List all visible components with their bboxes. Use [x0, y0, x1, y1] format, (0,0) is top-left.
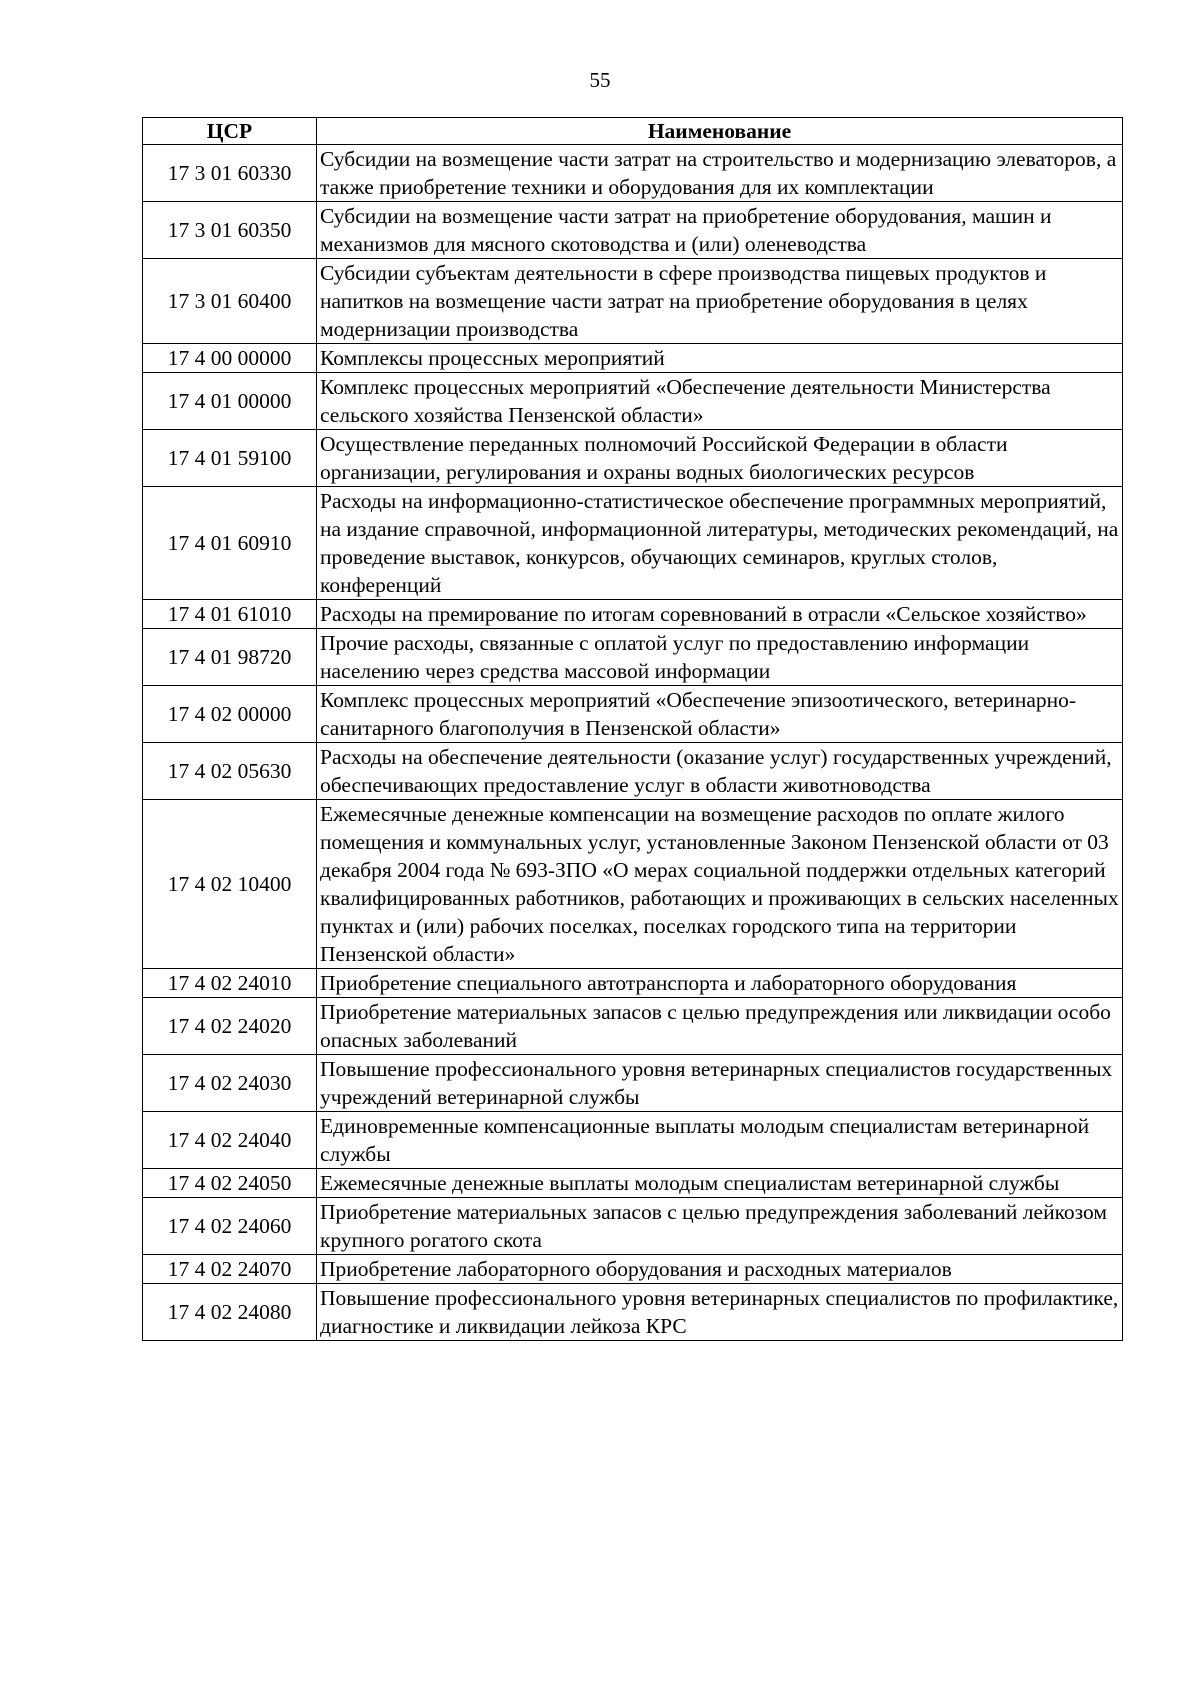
table-row	[143, 1198, 1123, 1255]
code-cell: 17 4 02 05630	[143, 743, 317, 800]
budget-classification-table	[142, 117, 1123, 1341]
name-cell: Приобретение лабораторного оборудования и расходных материалов	[317, 1255, 1123, 1284]
table-row	[143, 430, 1123, 487]
code-cell: 17 4 02 24020	[143, 998, 317, 1055]
name-cell: Расходы на обеспечение деятельности (оказание услуг) государственных учреждений, обеспечивающих предоставление услуг в области животноводства	[317, 743, 1123, 800]
name-cell: Комплекс процессных мероприятий «Обеспечение эпизоотического, ветеринарно-санитарного благополучия в Пензенской области»	[317, 686, 1123, 743]
name-cell: Расходы на премирование по итогам соревнований в отрасли «Сельское хозяйство»	[317, 600, 1123, 629]
name-cell: Прочие расходы, связанные с оплатой услуг по предоставлению информации населению через средства массовой информации	[317, 629, 1123, 686]
code-cell: 17 3 01 60330	[143, 145, 317, 202]
table-row	[143, 344, 1123, 373]
code-cell: 17 4 02 24030	[143, 1055, 317, 1112]
table-row	[143, 1055, 1123, 1112]
name-cell: Единовременные компенсационные выплаты молодым специалистам ветеринарной службы	[317, 1112, 1123, 1169]
code-cell: 17 4 01 60910	[143, 487, 317, 600]
table-row	[143, 969, 1123, 998]
table-row	[143, 800, 1123, 969]
code-cell: 17 4 02 24080	[143, 1284, 317, 1341]
code-cell: 17 4 02 10400	[143, 800, 317, 969]
code-cell: 17 4 02 24010	[143, 969, 317, 998]
table-row	[143, 1255, 1123, 1284]
name-cell: Комплексы процессных мероприятий	[317, 344, 1123, 373]
code-cell: 17 4 01 98720	[143, 629, 317, 686]
name-cell: Комплекс процессных мероприятий «Обеспечение деятельности Министерства сельского хозяйства Пензенской области»	[317, 373, 1123, 430]
code-cell: 17 4 00 00000	[143, 344, 317, 373]
table-row	[143, 743, 1123, 800]
table-row	[143, 259, 1123, 344]
name-cell: Повышение профессионального уровня ветеринарных специалистов по профилактике, диагностике и ликвидации лейкоза КРС	[317, 1284, 1123, 1341]
name-cell: Ежемесячные денежные выплаты молодым специалистам ветеринарной службы	[317, 1169, 1123, 1198]
table-row	[143, 373, 1123, 430]
table-row	[143, 1284, 1123, 1341]
name-cell: Субсидии на возмещение части затрат на приобретение оборудования, машин и механизмов для мясного скотоводства и (или) оленеводства	[317, 202, 1123, 259]
table-row	[143, 1112, 1123, 1169]
code-cell: 17 3 01 60400	[143, 259, 317, 344]
table-row	[143, 600, 1123, 629]
table-row	[143, 145, 1123, 202]
name-cell: Осуществление переданных полномочий Российской Федерации в области организации, регулирования и охраны водных биологических ресурсов	[317, 430, 1123, 487]
code-cell: 17 3 01 60350	[143, 202, 317, 259]
column-header-code: ЦСР	[143, 118, 317, 145]
name-cell: Субсидии на возмещение части затрат на строительство и модернизацию элеваторов, а также приобретение техники и оборудования для их комплектации	[317, 145, 1123, 202]
code-cell: 17 4 02 24060	[143, 1198, 317, 1255]
name-cell: Приобретение материальных запасов с целью предупреждения или ликвидации особо опасных заболеваний	[317, 998, 1123, 1055]
name-cell: Приобретение материальных запасов с целью предупреждения заболеваний лейкозом крупного рогатого скота	[317, 1198, 1123, 1255]
table-row	[143, 686, 1123, 743]
table-row	[143, 998, 1123, 1055]
table-row	[143, 629, 1123, 686]
name-cell: Повышение профессионального уровня ветеринарных специалистов государственных учреждений ветеринарной службы	[317, 1055, 1123, 1112]
table-row	[143, 1169, 1123, 1198]
code-cell: 17 4 02 24070	[143, 1255, 317, 1284]
code-cell: 17 4 02 24050	[143, 1169, 317, 1198]
code-cell: 17 4 02 24040	[143, 1112, 317, 1169]
table-row	[143, 202, 1123, 259]
table-row	[143, 487, 1123, 600]
name-cell: Субсидии субъектам деятельности в сфере производства пищевых продуктов и напитков на возмещение части затрат на приобретение оборудования в целях модернизации производства	[317, 259, 1123, 344]
name-cell: Ежемесячные денежные компенсации на возмещение расходов по оплате жилого помещения и коммунальных услуг, установленные Законом Пензенской области от 03 декабря 2004 года № 693-ЗПО «О мерах социальной поддержки отдельных категорий квалифицированных работников, работающих и проживающих в сельских населенных пунктах и (или) рабочих поселках, поселках городского типа на территории Пензенской области»	[317, 800, 1123, 969]
column-header-name: Наименование	[317, 118, 1123, 145]
name-cell: Приобретение специального автотранспорта и лабораторного оборудования	[317, 969, 1123, 998]
code-cell: 17 4 01 59100	[143, 430, 317, 487]
code-cell: 17 4 01 61010	[143, 600, 317, 629]
code-cell: 17 4 02 00000	[143, 686, 317, 743]
code-cell: 17 4 01 00000	[143, 373, 317, 430]
table-header-row	[143, 118, 1123, 145]
page-number: 55	[589, 68, 611, 92]
name-cell: Расходы на информационно-статистическое обеспечение программных мероприятий, на издание справочной, информационной литературы, методических рекомендаций, на проведение выставок, конкурсов, обучающих семинаров, круглых столов, конференций	[317, 487, 1123, 600]
